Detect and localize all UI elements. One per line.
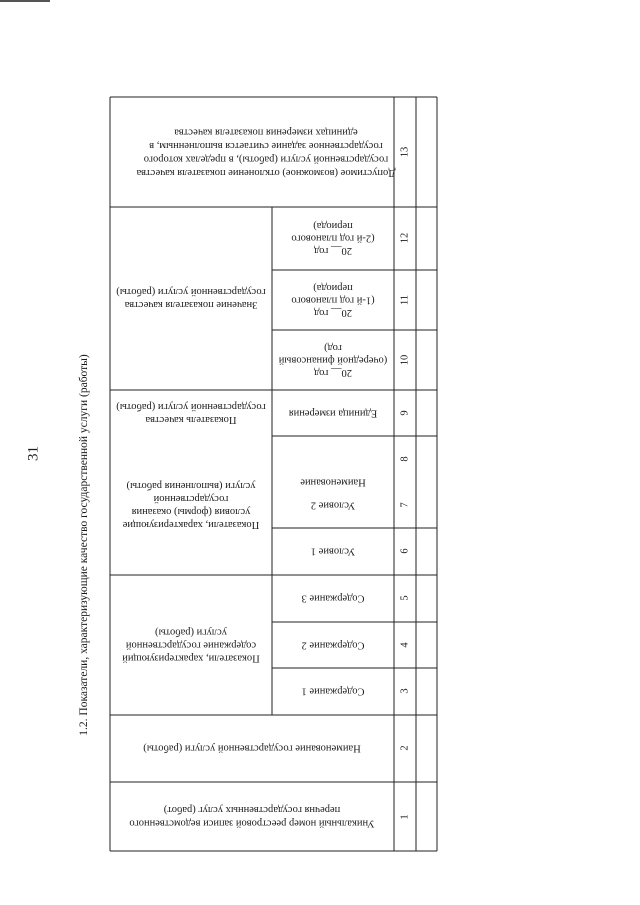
header-year1 [278,342,387,378]
header-year2-line: периода) [313,282,353,294]
header-content3-line: Содержание 3 [301,592,365,604]
column-number-label: 4 [399,642,411,648]
header-deviation-line: государственной услуги (работы), в пределах которого [143,153,389,165]
header-conditions-group-line: условия (формы) оказания [131,506,251,518]
column-number-label: 9 [399,410,411,416]
header-content-group-line: Показатели, характеризующий [122,652,260,664]
column-number [399,147,410,158]
header-quality-name [300,477,366,488]
header-quality-unit-line: Единица измерения [288,407,378,419]
column-number [399,814,410,819]
column-number-label: 7 [399,502,411,508]
header-deviation-line: единицах измерения показателя качества [174,126,358,138]
column-number [399,456,410,461]
table-grid-lines [110,97,437,851]
header-value-group [116,286,266,310]
header-condition1-line: Условие 1 [310,545,356,557]
header-quality-group-line: государственной услуги (работы) [116,401,266,413]
column-number [399,688,410,693]
header-content2 [302,640,365,651]
column-number-label: 5 [399,595,411,601]
header-conditions-group-line: государственной [153,493,229,505]
header-content3 [302,593,365,604]
header-content-group-line: услуги (работы) [155,626,227,638]
column-number-label: 8 [399,456,411,462]
column-number [399,295,410,305]
header-deviation-line: государственное задание считается выполненным, в [149,139,383,151]
header-service-name-line: Наименование государственной услуги (работы) [143,742,361,754]
header-conditions-group-line: услуги (выполнения работы) [126,480,256,492]
column-number-label: 13 [399,146,411,158]
table-caption: 1.2. Показатели, характеризующие качество государственной услуги (работы) [78,354,90,736]
column-number-label: 1 [399,814,411,820]
header-year2 [291,282,374,318]
page-number: 31 [25,446,42,461]
header-year1-line: год) [324,342,342,354]
header-year1-line: 20__ год [314,367,352,379]
header-quality-unit [289,408,378,419]
header-year3-line: (2-й год планового [291,232,375,244]
header-year2-line: (1-й год планового [291,294,375,306]
header-year1-line: (очередной финансовый [278,354,388,366]
column-number [399,595,410,600]
header-content2-line: Содержание 2 [301,639,365,651]
header-deviation-line: Допустимое (возможное) отклонение показателя качества [136,166,396,178]
column-number [399,502,410,507]
header-condition2-line: Условие 2 [310,499,356,511]
column-number [399,410,410,415]
header-value-group-line: Значение показателя качества [124,299,258,311]
header-content1-line: Содержание 1 [301,685,365,697]
header-unique-number-line: перечня государственных услуг (работ) [163,803,341,815]
header-condition2 [311,500,355,511]
header-unique-number [129,804,374,829]
header-content-group [122,627,260,664]
header-content1 [302,686,365,697]
column-number-label: 6 [399,548,411,554]
column-number-label: 3 [399,688,411,694]
column-number-label: 10 [399,354,411,366]
table-text-layer [116,126,411,828]
header-conditions-group-line: Показатели, характеризующие [122,519,260,531]
column-number [399,745,410,750]
header-year3 [291,220,374,256]
column-number-label: 12 [399,232,411,244]
column-number [399,548,410,553]
header-deviation [136,126,395,178]
header-year2-line: 20__ год [314,307,352,319]
column-number-label: 2 [399,745,411,751]
column-number [399,355,410,366]
header-unique-number-line: Уникальный номер реестровой записи ведомственного [129,817,375,829]
header-quality-name-line: Наименование [300,476,366,488]
header-content-group-line: содержание государственной [125,639,257,651]
header-year3-line: периода) [313,220,353,232]
column-number [399,642,410,648]
header-quality-group [116,401,266,425]
header-value-group-line: государственной услуги (работы) [116,286,266,298]
column-number-label: 11 [399,294,411,306]
header-service-name [143,743,361,754]
header-condition1 [311,546,355,557]
header-quality-group-line: Показатель качества [145,414,237,426]
header-conditions-group [122,480,259,530]
column-number [399,233,410,244]
header-year3-line: 20__ год [314,245,352,257]
